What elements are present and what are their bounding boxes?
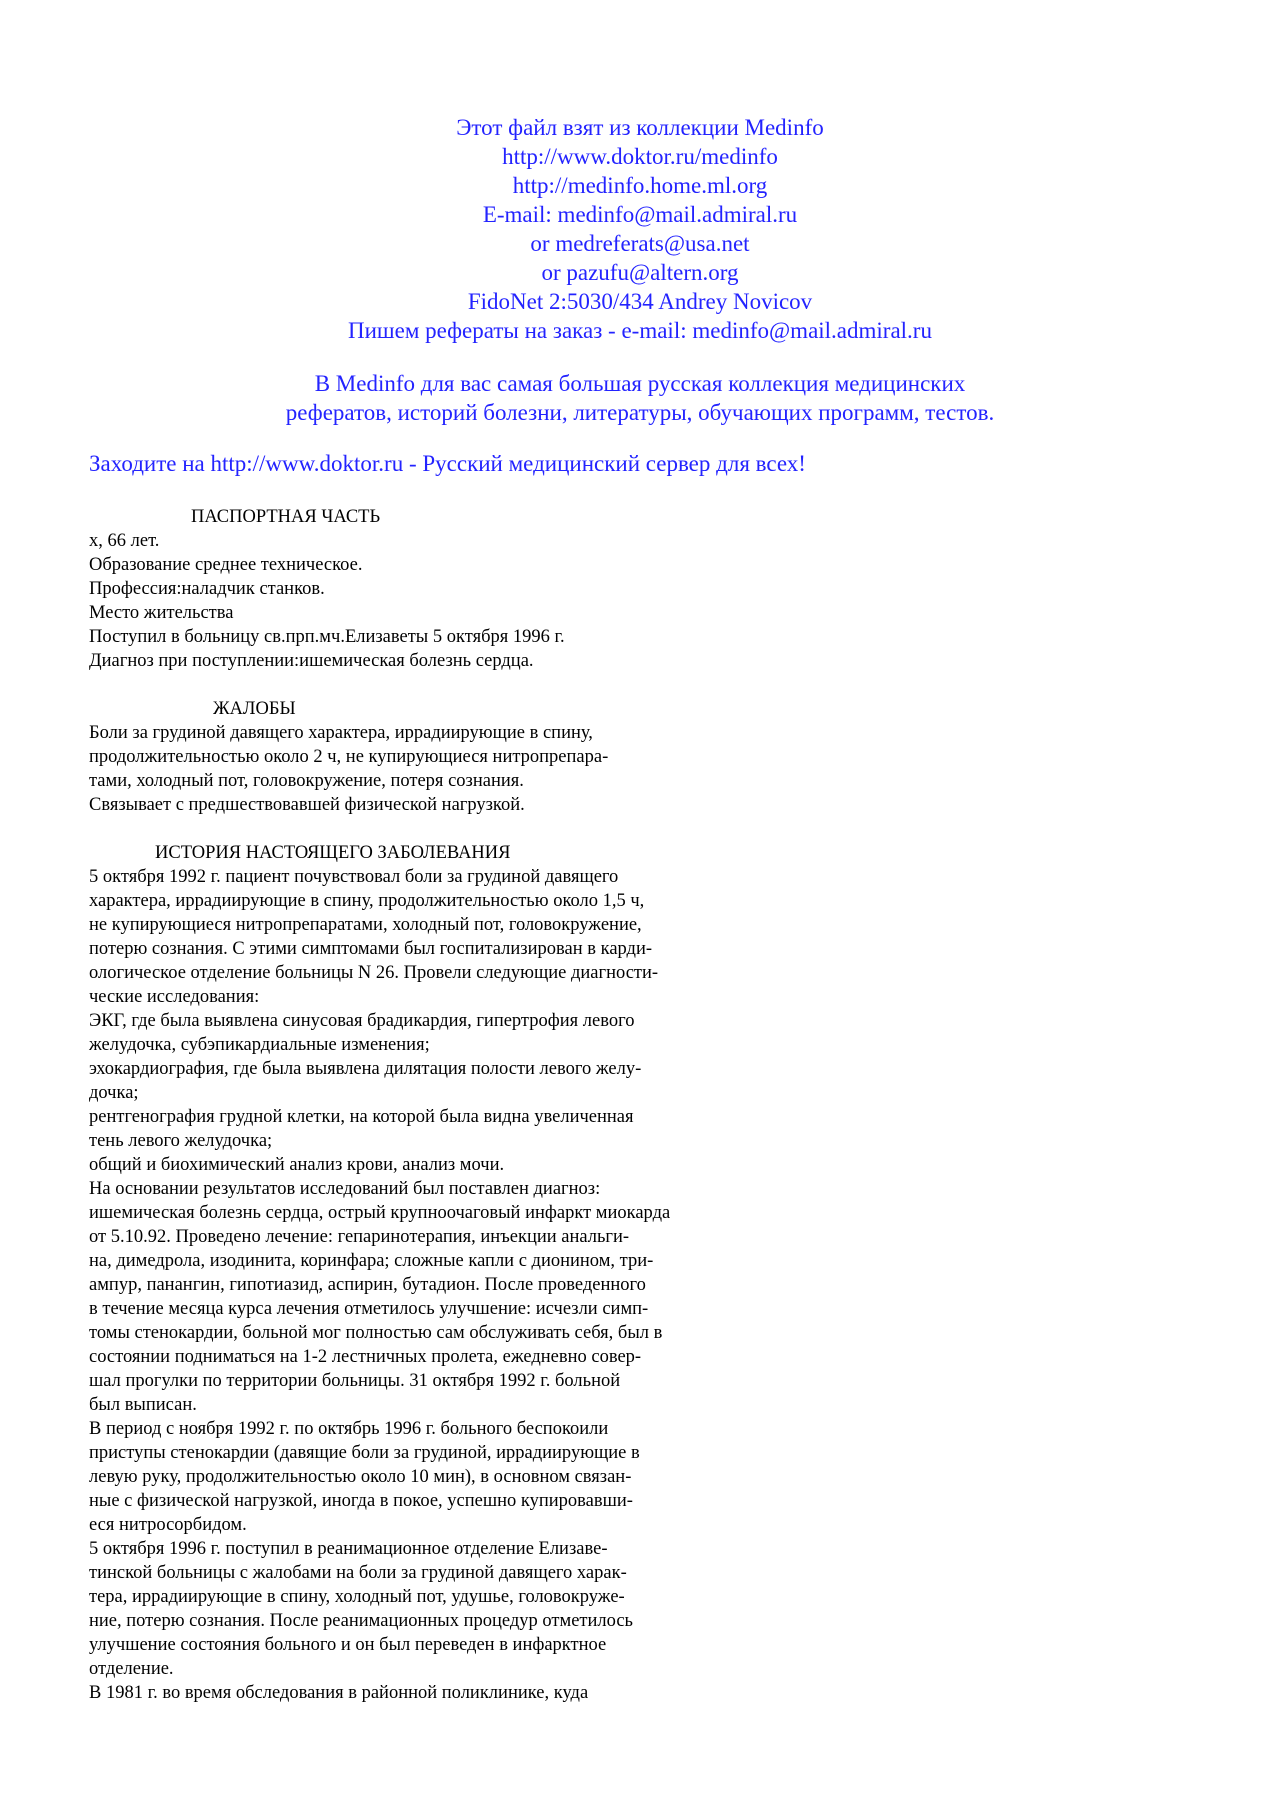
text-line: ологическое отделение больницы N 26. Провели следующие диагности- <box>89 963 659 983</box>
header-line-email[interactable]: E-mail: medinfo@mail.admiral.ru <box>482 202 798 227</box>
text-line: 5 октября 1992 г. пациент почувствовал боли за грудиной давящего <box>89 867 619 887</box>
text-line: Диагноз при поступлении:ишемическая болезнь сердца. <box>89 651 534 671</box>
text-line: не купирующиеся нитропрепаратами, холодный пот, головокружение, <box>89 915 642 935</box>
promo-visit-link[interactable]: Заходите на http://www.doktor.ru - Русский медицинский сервер для всех! <box>89 451 806 476</box>
header-line-email-alt2[interactable]: or pazufu@altern.org <box>541 260 739 285</box>
text-line: В период с ноября 1992 г. по октябрь 1996 г. больного беспокоили <box>89 1419 609 1439</box>
text-line: на, димедрола, изодинита, коринфара; сложные капли с дионином, три- <box>89 1251 654 1271</box>
text-line: Боли за грудиной давящего характера, иррадиирующие в спину, <box>89 723 593 743</box>
text-line: Профессия:наладчик станков. <box>89 579 325 599</box>
text-line: шал прогулки по территории больницы. 31 октября 1992 г. больной <box>89 1371 621 1391</box>
section-complaints <box>89 721 809 817</box>
text-line: отделение. <box>89 1659 174 1679</box>
text-line: состоянии подниматься на 1-2 лестничных пролета, ежедневно совер- <box>89 1347 642 1367</box>
header-line-url[interactable]: http://www.doktor.ru/medinfo <box>502 144 778 169</box>
promo-line: В Medinfo для вас самая большая русская коллекция медицинских <box>314 371 966 396</box>
header-line-fidonet: FidoNet 2:5030/434 Andrey Novicov <box>467 289 813 314</box>
spacer <box>89 673 809 697</box>
spacer <box>89 817 809 841</box>
section-title-history: ИСТОРИЯ НАСТОЯЩЕГО ЗАБОЛЕВАНИЯ <box>155 843 511 863</box>
text-line: дочка; <box>89 1083 139 1103</box>
text-line: желудочка, субэпикардиальные изменения; <box>89 1035 430 1055</box>
text-line: На основании результатов исследований был поставлен диагноз: <box>89 1179 601 1199</box>
text-line: ческие исследования: <box>89 987 260 1007</box>
section-passport <box>89 529 809 673</box>
section-title-passport: ПАСПОРТНАЯ ЧАСТЬ <box>191 507 381 527</box>
text-line: был выписан. <box>89 1395 197 1415</box>
text-line: Связывает с предшествовавшей физической нагрузкой. <box>89 795 525 815</box>
text-line: Поступил в больницу св.прп.мч.Елизаветы 5 октября 1996 г. <box>89 627 565 647</box>
text-line: потерю сознания. С этими симптомами был госпитализирован в карди- <box>89 939 653 959</box>
text-line: ЭКГ, где была выявлена синусовая брадикардия, гипертрофия левого <box>89 1011 635 1031</box>
text-line: ные с физической нагрузкой, иногда в покое, успешно купировавши- <box>89 1491 633 1511</box>
text-line: Образование среднее техническое. <box>89 555 363 575</box>
text-line: ампур, панангин, гипотиазид, аспирин, бутадион. После проведенного <box>89 1275 646 1295</box>
header-line-order[interactable]: Пишем рефераты на заказ - e-mail: medinfo@mail.admiral.ru <box>348 318 932 343</box>
text-line: томы стенокардии, больной мог полностью сам обслуживать себя, был в <box>89 1323 663 1343</box>
text-line: эхокардиография, где была выявлена дилятация полости левого желу- <box>89 1059 642 1079</box>
text-line: рентгенография грудной клетки, на которой была видна увеличенная <box>89 1107 634 1127</box>
text-line: общий и биохимический анализ крови, анализ мочи. <box>89 1155 505 1175</box>
collection-header <box>0 113 1280 427</box>
header-line-email-alt1[interactable]: or medreferats@usa.net <box>530 231 750 256</box>
promo-line: рефератов, историй болезни, литературы, обучающих программ, тестов. <box>285 400 995 425</box>
text-line: В 1981 г. во время обследования в районной поликлинике, куда <box>89 1683 589 1703</box>
document-body <box>89 505 809 1705</box>
text-line: тинской больницы с жалобами на боли за грудиной давящего харак- <box>89 1563 627 1583</box>
text-line: тень левого желудочка; <box>89 1131 273 1151</box>
text-line: ние, потерю сознания. После реанимационных процедур отметилось <box>89 1611 633 1631</box>
text-line: ишемическая болезнь сердца, острый крупноочаговый инфаркт миокарда <box>89 1203 671 1223</box>
section-title-complaints: ЖАЛОБЫ <box>213 699 296 719</box>
section-history <box>89 865 809 1705</box>
text-line: левую руку, продолжительностью около 10 мин), в основном связан- <box>89 1467 632 1487</box>
promo-block <box>0 369 1280 427</box>
text-line: 5 октября 1996 г. поступил в реанимационное отделение Елизаве- <box>89 1539 608 1559</box>
text-line: тами, холодный пот, головокружение, потеря сознания. <box>89 771 524 791</box>
text-line: от 5.10.92. Проведено лечение: гепаринотерапия, инъекции анальги- <box>89 1227 630 1247</box>
text-line: х, 66 лет. <box>89 531 160 551</box>
text-line: характера, иррадиирующие в спину, продолжительностью около 1,5 ч, <box>89 891 645 911</box>
header-line-source: Этот файл взят из коллекции Medinfo <box>456 115 824 140</box>
text-line: приступы стенокардии (давящие боли за грудиной, иррадиирующие в <box>89 1443 640 1463</box>
text-line: еся нитросорбидом. <box>89 1515 247 1535</box>
text-line: продолжительностью около 2 ч, не купирующиеся нитропрепара- <box>89 747 609 767</box>
text-line: тера, иррадиирующие в спину, холодный пот, удушье, головокруже- <box>89 1587 625 1607</box>
header-line-mirror-url[interactable]: http://medinfo.home.ml.org <box>512 173 768 198</box>
text-line: в течение месяца курса лечения отметилось улучшение: исчезли симп- <box>89 1299 649 1319</box>
text-line: Место жительства <box>89 603 234 623</box>
text-line: улучшение состояния больного и он был переведен в инфарктное <box>89 1635 607 1655</box>
